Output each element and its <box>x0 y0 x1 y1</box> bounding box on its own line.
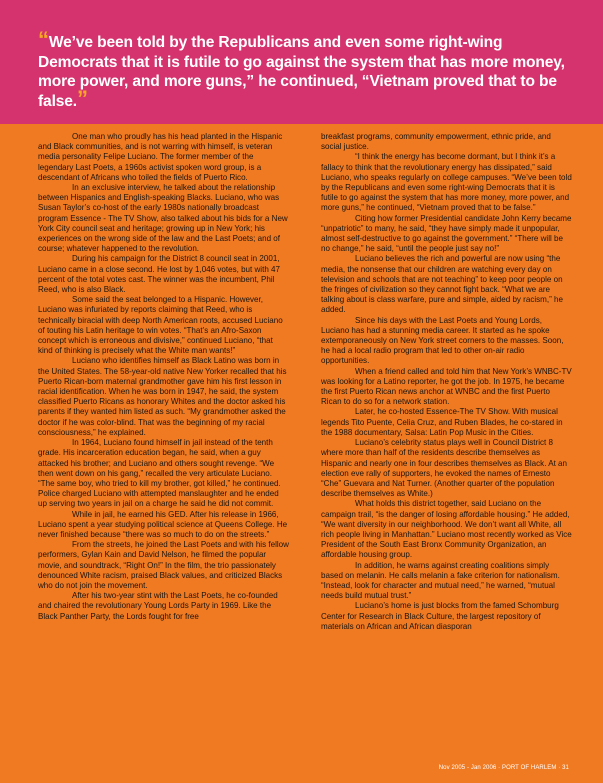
paragraph: What holds this district together, said Luciano on the campaign trail, “is the danger of losing affordable housing.” He added, “We want diversity in our neighborhood. We don’t want all White, all rich people living in Manhattan.” Luciano most recently worked as Vice President of the South East Bronx Community Organization, an affordable housing group. <box>321 499 572 560</box>
pull-quote-banner <box>0 0 603 124</box>
paragraph: After his two-year stint with the Last Poets, he co-founded and chaired the revolutionary Young Lords Party in 1969. Like the Black Panther Party, the Lords fought for free <box>38 591 278 621</box>
paragraph: Later, he co-hosted Essence-The TV Show. With musical legends Tito Puente, Celia Cruz, and Ruben Blades, he co-stared in the 1988 documentary, Salsa: Latin Pop Music in the Cities. <box>321 407 563 437</box>
paragraph: During his campaign for the District 8 council seat in 2001, Luciano came in a close second. He lost by 1,046 votes, but with 47 percent of the total votes cast. The winner was the incumbent, Phil Reed, who is also Black. <box>38 254 280 295</box>
paragraph: In an exclusive interview, he talked about the relationship between Hispanics and English-speaking Blacks. Luciano, who was Susan Taylor’s co-host of the early 1980s nationally broadcast program Essence - The TV Show, also talked about his bids for a New York City council seat and heritage; growing up in New York; his experiences on the wrong side of the law and the Last Poets; and of course; whatever happened to the revolution. <box>38 183 288 254</box>
paragraph: In 1964, Luciano found himself in jail instead of the tenth grade. His incarceration education began, he said, when a guy attacked his brother; and Luciano and others sought revenge. “We then went down on his gang,” recalled the very articulate Luciano. “The same boy, who tried to kill my brother, got killed,” he continued. Police charged Luciano with attempted manslaughter and he ended up serving two years in jail on a charge he said he did not commit. <box>38 438 281 509</box>
paragraph: When a friend called and told him that New York’s WNBC-TV was looking for a Latino reporter, he got the job. In 1975, he became the first Puerto Rican news anchor at WNBC and the first Puerto Rican to do so for a network station. <box>321 366 572 407</box>
paragraph: From the streets, he joined the Last Poets and with his fellow performers, Gylan Kain and David Nelson, he filmed the popular movie, and soundtrack, “Right On!” In the film, the trio passionately denounced White racism, praised Black values, and criticized Blacks who do not join the movement. <box>38 540 289 590</box>
pull-quote-text: We’ve been told by the Republicans and even some right-wing Democrats that it is futile to go against the system that has more money, more power, and more guns,” he continued, “Vietnam proved that to be false. <box>38 34 565 110</box>
paragraph: Since his days with the Last Poets and Young Lords, Luciano has had a stunning media career. It started as he spoke extemporaneously on New York street corners to the masses. Soon, he had a local radio program that led to other on-air radio opportunities. <box>321 315 564 366</box>
left-column <box>38 132 289 732</box>
open-quote-mark: “ <box>38 27 49 52</box>
article-body <box>38 132 572 732</box>
paragraph: Luciano believes the rich and powerful are now using “the media, the nonsense that our children are watching every day on television and schools that are not teaching” to keep poor people on the fringes of civilization so they cannot fight back. “What we are talking about is class warfare, pure and simple, aided by racism,” he added. <box>321 254 563 315</box>
paragraph: Luciano who identifies himself as Black Latino was born in the United States. The 58-year-old native New Yorker recalled that his Puerto Rican-born maternal grandmother gave him his first lesson in racial identification. When he was born in 1947, he said, the system classified Puerto Ricans as honorary Whites and the doctor asked his parents if they wanted him listed as such. “My grandmother asked the doctor if he was color-blind. That was the beginning of my racial consciousness,” he explained. <box>38 356 287 437</box>
paragraph: Citing how former Presidential candidate John Kerry became “unpatriotic” to many, he said, “they have simply made it unpopular, almost self-destructive to go against the government.” “There will be no change,” he said, “until the people just say no!” <box>321 213 572 254</box>
paragraph: Some said the seat belonged to a Hispanic. However, Luciano was infuriated by reports claiming that Reed, who is technically biracial with deep North American roots, accused Luciano of touting his Latin heritage to win votes. “That’s an Afro-Saxon concept which is erroneous and divisive,” continued Luciano, “that kind of thinking is precisely what the White man wants!” <box>38 295 283 356</box>
paragraph: One man who proudly has his head planted in the Hispanic and Black communities, and is not warring with himself, is veteran media personality Felipe Luciano. The former member of the legendary Last Poets, a 1960s activist spoken word group, is a descendant of Africans who toiled the fields of Puerto Rico. <box>38 132 283 182</box>
paragraph: While in jail, he earned his GED. After his release in 1966, Luciano spent a year studying political science at Queens College. He never finished because “there was so much to do on the streets.” <box>38 509 288 539</box>
paragraph: Luciano’s celebrity status plays well in Council District 8 where more than half of the residents describe themselves as Hispanic and nearly one in four describes themselves as Black. At an election eve rally of supporters, he evoked the names of Ernesto “Che” Guevara and Nat Turner. (Another quarter of the population describe themselves as White.) <box>321 438 568 499</box>
paragraph: breakfast programs, community empowerment, ethnic pride, and social justice. <box>321 132 551 152</box>
paragraph: “I think the energy has become dormant, but I think it’s a fallacy to think that the revolutionary energy has dissipated,” said Luciano, who speaks regularly on college campuses. “We’ve been told by the Republicans and even some right-wing Democrats that it is futile to go against the system that has more money, more power, and more guns,” he continued, “Vietnam proved that to be false.” <box>321 152 572 213</box>
pull-quote <box>38 27 583 111</box>
paragraph: In addition, he warns against creating coalitions simply based on melanin. He calls melanin a fake criterion for nationalism. “Instead, look for character and mutual need,” he warned, “mutual needs build mutual trust.” <box>321 560 560 601</box>
close-quote-mark: ” <box>76 85 88 111</box>
page-footer: Nov 2005 - Jan 2006 · PORT OF HARLEM · 31 <box>438 765 569 771</box>
paragraph: Luciano’s home is just blocks from the famed Schomburg Center for Research in Black Culture, the largest repository of materials on African and African diasporan <box>321 601 559 631</box>
right-column <box>321 132 572 732</box>
